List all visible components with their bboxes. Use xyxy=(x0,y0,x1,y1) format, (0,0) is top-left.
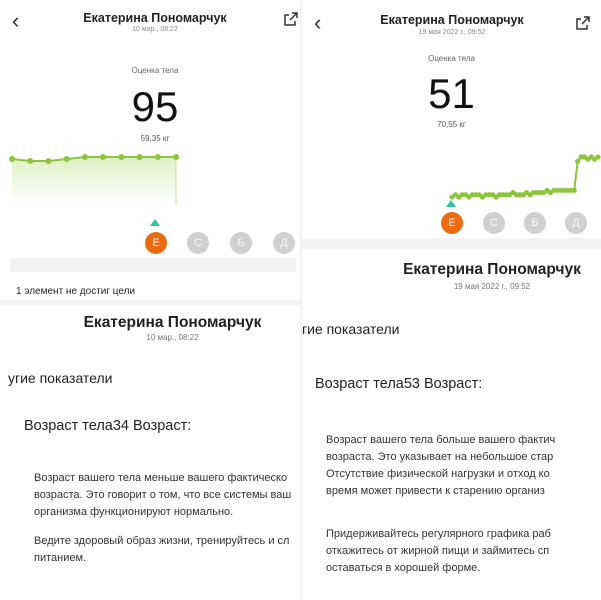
paragraph-1 xyxy=(34,470,291,521)
grade-c: С xyxy=(483,212,505,234)
score-label: Оценка тела xyxy=(428,54,475,63)
chart-point xyxy=(173,154,179,160)
paragraph-line: возраста. Это говорит о том, что все системы ваш xyxy=(34,489,292,501)
chart-point xyxy=(64,156,70,162)
grade-indicator-icon xyxy=(150,219,160,226)
separator-band xyxy=(302,238,601,250)
grade-d: Д xyxy=(273,232,295,254)
left-screenshot xyxy=(0,0,300,600)
header-name: Екатерина Пономарчук xyxy=(380,13,524,27)
score-history-chart xyxy=(302,148,601,204)
grade-e: Е xyxy=(145,232,167,254)
header-date: 19 мая 2022 г., 09:52 xyxy=(418,29,486,36)
section-title: угие показатели xyxy=(8,370,113,386)
score-history-chart xyxy=(0,145,300,207)
back-arrow-icon[interactable]: ‹ xyxy=(314,10,322,35)
header-name: Екатерина Пономарчук xyxy=(83,11,227,25)
grade-indicator-icon xyxy=(446,200,456,207)
paragraph-1 xyxy=(326,432,555,500)
chart-point xyxy=(100,154,106,160)
paragraph-line: время может привести к старению организ xyxy=(326,485,545,497)
card-name: Екатерина Пономарчук xyxy=(83,314,262,331)
paragraph-line: Ведите здоровый образ жизни, тренируйтесь и сл xyxy=(34,535,290,547)
separator-band xyxy=(0,300,300,306)
chart-point xyxy=(9,156,15,162)
weight-value: 70,55 кг xyxy=(437,120,466,129)
back-arrow-icon[interactable]: ‹ xyxy=(12,8,20,33)
chart-point xyxy=(45,158,51,164)
chart-point xyxy=(572,188,577,193)
paragraph-line: питанием. xyxy=(34,552,87,564)
paragraph-line: Возраст вашего тела меньше вашего фактическо xyxy=(34,472,288,484)
card-date: 19 мая 2022 г., 09:52 xyxy=(453,282,531,291)
grade-e: Е xyxy=(441,212,463,234)
goal-status: 1 элемент не достиг цели xyxy=(16,286,136,297)
body-age: Возраст тела34 Возраст: xyxy=(24,418,192,434)
body-score: 95 xyxy=(131,83,179,130)
paragraph-2 xyxy=(34,533,289,567)
chart-point xyxy=(82,154,88,160)
grade-b: Б xyxy=(524,212,546,234)
section-title: гие показатели xyxy=(302,321,400,337)
paragraph-line: Возраст вашего тела больше вашего фактич xyxy=(326,434,556,446)
paragraph-line: возраста. Это указывает на небольшое стар xyxy=(326,451,554,463)
score-label: Оценка тела xyxy=(131,66,179,75)
card-name: Екатерина Пономарчук xyxy=(403,261,581,278)
share-icon[interactable] xyxy=(576,16,590,30)
body-score: 51 xyxy=(428,70,475,117)
weight-value: 59,35 кг xyxy=(140,134,170,143)
header-date: 10 мар., 08:22 xyxy=(132,26,178,33)
chart-point xyxy=(137,154,143,160)
body-age: Возраст тела53 Возраст: xyxy=(315,376,483,392)
chart-point xyxy=(118,154,124,160)
card-date: 10 мар., 08:22 xyxy=(146,333,199,342)
chart-area xyxy=(12,157,176,205)
grade-c: С xyxy=(187,232,209,254)
chart-point xyxy=(595,154,600,159)
chart-point xyxy=(27,158,33,164)
right-screenshot xyxy=(302,0,601,600)
grade-d: Д xyxy=(565,212,587,234)
paragraph-line: откажитесь от жирной пищи и займитесь сп xyxy=(326,545,550,557)
paragraph-line: оставаться в хорошей форме. xyxy=(326,562,481,574)
paragraph-line: Отсутствие физической нагрузки и отход ко xyxy=(326,468,550,480)
separator-band xyxy=(10,258,296,272)
paragraph-line: Придерживайтесь регулярного графика раб xyxy=(326,528,551,540)
chart-point xyxy=(155,154,161,160)
grade-b: Б xyxy=(230,232,252,254)
paragraph-line: организма функционируют нормально. xyxy=(34,506,234,518)
share-icon[interactable] xyxy=(284,12,298,26)
paragraph-2 xyxy=(326,526,551,577)
chart-point xyxy=(575,159,580,164)
